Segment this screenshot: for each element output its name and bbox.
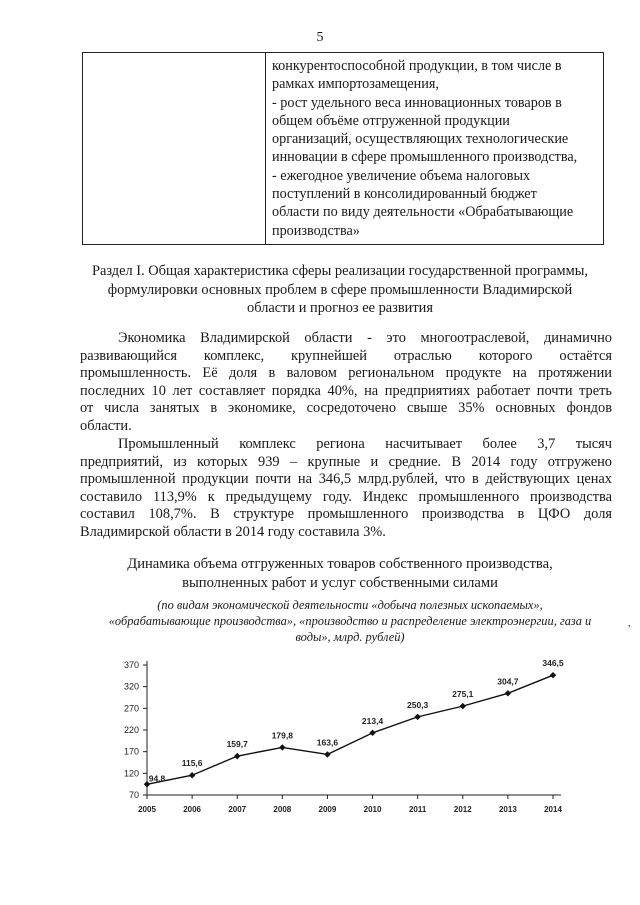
- table-row: [83, 53, 604, 245]
- paragraph-line: промышленной продукции почти на 346,5 млрд.рублей, что в действующих ценах: [80, 471, 612, 487]
- data-label: 115,6: [181, 758, 203, 769]
- table-text-line: конкурентоспособной продукции, в том числе в: [272, 58, 562, 74]
- table-text-line: области по виду деятельности «Обрабатывающие: [272, 204, 574, 221]
- data-point: [505, 690, 511, 696]
- data-point: [324, 751, 330, 757]
- section-heading: [70, 262, 610, 318]
- x-tick-label: 2009: [318, 805, 337, 814]
- chart-subtitle: [80, 597, 620, 645]
- data-point: [279, 744, 285, 750]
- paragraph-line: предприятий, из которых 939 – крупные и средние. В 2014 году отгружено: [80, 453, 612, 470]
- table-text-line: поступлений в консолидированный бюджет: [272, 186, 537, 203]
- y-tick-label: 70: [128, 790, 139, 800]
- data-label: 179,8: [271, 730, 293, 741]
- table-text-line: - ежегодное увеличение объема налоговых: [272, 167, 531, 184]
- table-text-line: инновации в сфере промышленного производства,: [272, 149, 578, 166]
- x-tick-label: 2007: [228, 805, 247, 814]
- y-tick-label: 320: [123, 681, 139, 692]
- data-label: 250,3: [407, 699, 429, 710]
- paragraph-line: Промышленный комплекс региона насчитывает более 3,7 тысяч: [118, 436, 612, 452]
- data-label: 304,7: [497, 676, 519, 687]
- paragraph-line: развивающийся комплекс, крупнейшей отраслью которого остаётся: [80, 347, 612, 364]
- paragraph-line: промышленность. Её доля в валовом региональном продукте на протяжении: [80, 365, 612, 381]
- series-line: [147, 675, 553, 784]
- paragraph-line: Владимирской области в 2014 году составила 3%.: [80, 523, 386, 540]
- data-label: 94,8: [148, 773, 166, 784]
- data-point: [369, 730, 375, 736]
- goals-table: [82, 52, 604, 245]
- data-point: [189, 772, 195, 778]
- chart-subtitle-line: воды», млрд. рублей): [295, 630, 405, 644]
- y-tick-label: 120: [123, 768, 139, 779]
- chart-title: [100, 555, 580, 592]
- data-label: 275,1: [452, 689, 474, 700]
- x-tick-label: 2012: [453, 805, 472, 814]
- data-label: 346,5: [542, 658, 564, 669]
- stray-mark: ,: [628, 618, 631, 629]
- paragraph-line: последних 10 лет составляет порядка 40%, на предприятиях работает почти треть: [80, 382, 612, 399]
- data-point: [414, 714, 420, 720]
- table-text-line: организаций, осуществляющих технологические: [272, 131, 569, 148]
- data-label: 213,4: [361, 715, 384, 726]
- x-tick-label: 2005: [138, 805, 156, 814]
- y-tick-label: 270: [123, 703, 139, 714]
- x-tick-label: 2008: [273, 805, 292, 814]
- y-tick-label: 170: [123, 746, 139, 757]
- chart-subtitle-line: (по видам экономической деятельности «добыча полезных ископаемых»,: [157, 598, 543, 612]
- x-tick-label: 2010: [363, 805, 382, 814]
- table-text-line: общем объёме отгруженной продукции: [272, 112, 510, 129]
- table-text-line: - рост удельного веса инновационных товаров в: [272, 94, 562, 111]
- chart-title-line: Динамика объема отгруженных товаров собственного производства,: [127, 556, 553, 572]
- data-point: [550, 672, 556, 678]
- paragraph-line: составило 113,9% к предыдущему году. Индекс промышленного производства: [80, 488, 612, 505]
- chart-title-line: выполненных работ и услуг собственными силами: [182, 574, 498, 591]
- x-tick-label: 2006: [183, 805, 202, 814]
- heading-line: области и прогноз ее развития: [247, 300, 433, 316]
- data-point: [460, 703, 466, 709]
- paragraph-line: от числа занятых в экономике, сосредоточено свыше 35% основных фондов: [80, 400, 612, 416]
- x-tick-label: 2014: [544, 805, 562, 814]
- chart-subtitle-line: «обрабатывающие производства», «производство и распределение электроэнергии, газа и: [108, 614, 592, 628]
- paragraph-line: области.: [80, 417, 132, 434]
- paragraph-line: Экономика Владимирской области - это многоотраслевой, динамично: [118, 330, 612, 346]
- table-text-line: рамках импортозамещения,: [272, 76, 439, 93]
- data-point: [234, 753, 240, 759]
- paragraph-line: составил 108,7%. В структуре промышленного производства в ЦФО доля: [80, 506, 612, 522]
- table-cell-empty: [83, 53, 266, 245]
- line-chart: [0, 650, 640, 830]
- paragraph-economy: [80, 330, 612, 435]
- x-tick-label: 2011: [408, 805, 427, 814]
- paragraph-industry: [80, 436, 612, 541]
- page-number: 5: [316, 30, 324, 45]
- y-tick-label: 370: [123, 660, 139, 670]
- table-cell-indicators: [266, 53, 604, 245]
- data-label: 163,6: [316, 737, 339, 748]
- heading-line: Раздел I. Общая характеристика сферы реализации государственной программы,: [91, 263, 589, 279]
- table-text-line: производства»: [272, 222, 360, 239]
- data-label: 159,7: [226, 739, 248, 750]
- heading-line: формулировки основных проблем в сфере промышленности Владимирской: [107, 281, 573, 298]
- y-tick-label: 220: [123, 725, 139, 735]
- x-tick-label: 2013: [498, 805, 517, 814]
